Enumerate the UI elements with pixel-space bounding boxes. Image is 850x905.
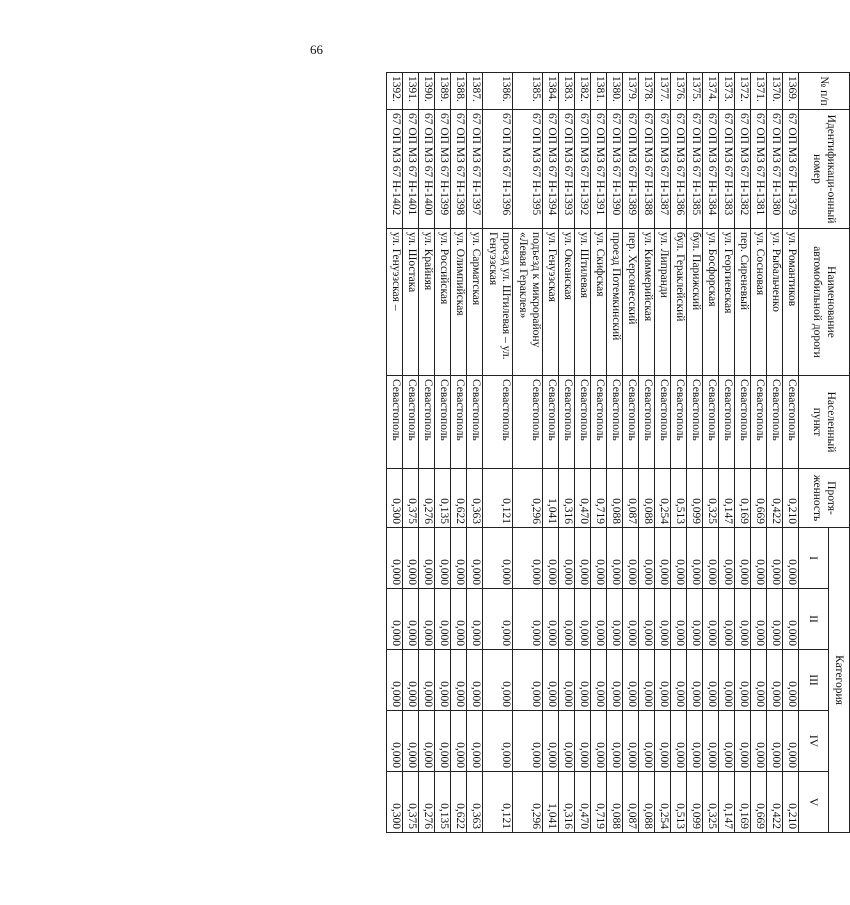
table-row xyxy=(751,73,767,833)
row-cat-2: 0,000 xyxy=(783,589,799,650)
row-number: 1387. xyxy=(467,73,483,110)
row-number: 1371. xyxy=(751,73,767,110)
row-cat-2: 0,000 xyxy=(387,589,403,650)
row-number: 1379. xyxy=(623,73,639,110)
row-cat-1: 0,000 xyxy=(467,528,483,589)
row-road-name: ул. Липранди xyxy=(655,229,671,376)
row-cat-1: 0,000 xyxy=(419,528,435,589)
row-cat-3: 0,000 xyxy=(671,650,687,711)
row-length: 0,296 xyxy=(513,469,543,528)
row-cat-3: 0,000 xyxy=(559,650,575,711)
row-cat-3: 0,000 xyxy=(387,650,403,711)
table-row xyxy=(559,73,575,833)
row-id: 67 ОП МЗ 67 Н-1398 xyxy=(451,110,467,229)
row-road-name: ул. Романтиков xyxy=(783,229,799,376)
row-length: 0,422 xyxy=(767,469,783,528)
row-number: 1372. xyxy=(735,73,751,110)
row-cat-3: 0,000 xyxy=(483,650,513,711)
row-settlement: Севастополь xyxy=(671,376,687,469)
row-cat-4: 0,000 xyxy=(575,711,591,772)
row-road-name: ул. Рыбальченко xyxy=(767,229,783,376)
row-cat-2: 0,000 xyxy=(559,589,575,650)
table-row xyxy=(419,73,435,833)
row-cat-3: 0,000 xyxy=(419,650,435,711)
row-settlement: Севастополь xyxy=(451,376,467,469)
row-number: 1385. xyxy=(513,73,543,110)
row-cat-1: 0,000 xyxy=(403,528,419,589)
row-cat-2: 0,000 xyxy=(435,589,451,650)
row-road-name: подъезд к микрорайону «Левая Гераклея» xyxy=(513,229,543,376)
row-cat-1: 0,000 xyxy=(639,528,655,589)
row-id: 67 ОП МЗ 67 Н-1381 xyxy=(751,110,767,229)
row-id: 67 ОП МЗ 67 Н-1394 xyxy=(543,110,559,229)
row-number: 1378. xyxy=(639,73,655,110)
rotated-table-wrapper xyxy=(380,72,850,832)
table-row xyxy=(591,73,607,833)
row-cat-4: 0,000 xyxy=(467,711,483,772)
row-cat-3: 0,000 xyxy=(703,650,719,711)
row-number: 1381. xyxy=(591,73,607,110)
row-number: 1374. xyxy=(703,73,719,110)
row-cat-1: 0,000 xyxy=(783,528,799,589)
row-cat-4: 0,000 xyxy=(671,711,687,772)
row-road-name: ул. Сосновая xyxy=(751,229,767,376)
row-settlement: Севастополь xyxy=(719,376,735,469)
row-cat-1: 0,000 xyxy=(559,528,575,589)
row-cat-5: 0,088 xyxy=(639,772,655,833)
row-road-name: бул. Гераклейский xyxy=(671,229,687,376)
row-cat-1: 0,000 xyxy=(387,528,403,589)
row-number: 1386. xyxy=(483,73,513,110)
table-row xyxy=(687,73,703,833)
row-length: 0,087 xyxy=(623,469,639,528)
row-cat-1: 0,000 xyxy=(719,528,735,589)
row-number: 1392. xyxy=(387,73,403,110)
row-length: 0,325 xyxy=(703,469,719,528)
row-road-name: ул. Сарматская xyxy=(467,229,483,376)
table-body xyxy=(387,73,799,833)
row-cat-3: 0,000 xyxy=(735,650,751,711)
row-length: 0,363 xyxy=(467,469,483,528)
row-cat-2: 0,000 xyxy=(703,589,719,650)
row-number: 1377. xyxy=(655,73,671,110)
row-cat-2: 0,000 xyxy=(735,589,751,650)
row-cat-3: 0,000 xyxy=(655,650,671,711)
row-number: 1383. xyxy=(559,73,575,110)
row-road-name: пер. Сиреневый xyxy=(735,229,751,376)
row-id: 67 ОП МЗ 67 Н-1388 xyxy=(639,110,655,229)
row-cat-2: 0,000 xyxy=(513,589,543,650)
row-id: 67 ОП МЗ 67 Н-1402 xyxy=(387,110,403,229)
row-cat-2: 0,000 xyxy=(403,589,419,650)
row-settlement: Севастополь xyxy=(435,376,451,469)
row-length: 0,088 xyxy=(639,469,655,528)
row-cat-1: 0,000 xyxy=(543,528,559,589)
row-number: 1391. xyxy=(403,73,419,110)
row-cat-2: 0,000 xyxy=(543,589,559,650)
row-id: 67 ОП МЗ 67 Н-1384 xyxy=(703,110,719,229)
row-cat-5: 0,513 xyxy=(671,772,687,833)
row-settlement: Севастополь xyxy=(751,376,767,469)
row-cat-5: 0,375 xyxy=(403,772,419,833)
row-cat-5: 0,622 xyxy=(451,772,467,833)
row-cat-5: 0,296 xyxy=(513,772,543,833)
row-id: 67 ОП МЗ 67 Н-1380 xyxy=(767,110,783,229)
row-cat-5: 0,316 xyxy=(559,772,575,833)
row-cat-3: 0,000 xyxy=(607,650,623,711)
table-header xyxy=(799,73,850,833)
table-row xyxy=(543,73,559,833)
row-cat-1: 0,000 xyxy=(655,528,671,589)
row-cat-2: 0,000 xyxy=(751,589,767,650)
row-length: 1,041 xyxy=(543,469,559,528)
row-cat-4: 0,000 xyxy=(403,711,419,772)
row-number: 1384. xyxy=(543,73,559,110)
row-cat-4: 0,000 xyxy=(513,711,543,772)
row-cat-4: 0,000 xyxy=(639,711,655,772)
row-cat-5: 0,276 xyxy=(419,772,435,833)
row-length: 0,121 xyxy=(483,469,513,528)
row-road-name: ул. Российская xyxy=(435,229,451,376)
row-road-name: ул. Шостака xyxy=(403,229,419,376)
row-settlement: Севастополь xyxy=(483,376,513,469)
row-cat-4: 0,000 xyxy=(767,711,783,772)
table-row xyxy=(639,73,655,833)
row-cat-4: 0,000 xyxy=(543,711,559,772)
row-cat-5: 0,669 xyxy=(751,772,767,833)
row-settlement: Севастополь xyxy=(623,376,639,469)
row-id: 67 ОП МЗ 67 Н-1401 xyxy=(403,110,419,229)
row-length: 0,470 xyxy=(575,469,591,528)
row-cat-2: 0,000 xyxy=(607,589,623,650)
table-row xyxy=(435,73,451,833)
row-number: 1380. xyxy=(607,73,623,110)
table-row xyxy=(403,73,419,833)
row-number: 1369. xyxy=(783,73,799,110)
row-length: 0,375 xyxy=(403,469,419,528)
row-cat-4: 0,000 xyxy=(591,711,607,772)
header-name: Наименование автомобильной дороги xyxy=(799,229,850,376)
row-length: 0,622 xyxy=(451,469,467,528)
row-cat-3: 0,000 xyxy=(623,650,639,711)
row-length: 0,316 xyxy=(559,469,575,528)
row-cat-2: 0,000 xyxy=(451,589,467,650)
row-number: 1388. xyxy=(451,73,467,110)
header-num: № п/п xyxy=(799,73,850,110)
row-length: 0,169 xyxy=(735,469,751,528)
row-cat-5: 0,325 xyxy=(703,772,719,833)
row-cat-3: 0,000 xyxy=(575,650,591,711)
row-cat-1: 0,000 xyxy=(767,528,783,589)
row-cat-4: 0,000 xyxy=(559,711,575,772)
row-settlement: Севастополь xyxy=(607,376,623,469)
row-cat-2: 0,000 xyxy=(575,589,591,650)
row-cat-5: 0,210 xyxy=(783,772,799,833)
row-cat-1: 0,000 xyxy=(671,528,687,589)
row-cat-1: 0,000 xyxy=(513,528,543,589)
row-length: 0,669 xyxy=(751,469,767,528)
row-cat-4: 0,000 xyxy=(451,711,467,772)
row-cat-1: 0,000 xyxy=(623,528,639,589)
row-road-name: ул. Босфорская xyxy=(703,229,719,376)
table-row xyxy=(467,73,483,833)
row-settlement: Севастополь xyxy=(387,376,403,469)
row-cat-5: 0,121 xyxy=(483,772,513,833)
header-cat-1: I xyxy=(799,528,829,589)
row-id: 67 ОП МЗ 67 Н-1395 xyxy=(513,110,543,229)
row-road-name: ул. Штилевая xyxy=(575,229,591,376)
table-row xyxy=(735,73,751,833)
row-cat-4: 0,000 xyxy=(483,711,513,772)
row-cat-3: 0,000 xyxy=(403,650,419,711)
row-id: 67 ОП МЗ 67 Н-1385 xyxy=(687,110,703,229)
row-cat-3: 0,000 xyxy=(451,650,467,711)
row-road-name: ул. Олимпийская xyxy=(451,229,467,376)
row-cat-4: 0,000 xyxy=(655,711,671,772)
row-id: 67 ОП МЗ 67 Н-1383 xyxy=(719,110,735,229)
row-road-name: бул. Парижский xyxy=(687,229,703,376)
row-length: 0,135 xyxy=(435,469,451,528)
table-row xyxy=(623,73,639,833)
row-cat-4: 0,000 xyxy=(607,711,623,772)
row-cat-4: 0,000 xyxy=(687,711,703,772)
row-cat-3: 0,000 xyxy=(435,650,451,711)
row-cat-5: 0,088 xyxy=(607,772,623,833)
row-id: 67 ОП МЗ 67 Н-1389 xyxy=(623,110,639,229)
row-number: 1389. xyxy=(435,73,451,110)
row-length: 0,210 xyxy=(783,469,799,528)
table-row xyxy=(783,73,799,833)
header-cat-4: IV xyxy=(799,711,829,772)
header-cat-2: II xyxy=(799,589,829,650)
row-length: 0,099 xyxy=(687,469,703,528)
row-cat-4: 0,000 xyxy=(719,711,735,772)
row-length: 0,513 xyxy=(671,469,687,528)
row-length: 0,147 xyxy=(719,469,735,528)
row-cat-3: 0,000 xyxy=(467,650,483,711)
row-settlement: Севастополь xyxy=(639,376,655,469)
table-row xyxy=(575,73,591,833)
row-cat-1: 0,000 xyxy=(451,528,467,589)
row-settlement: Севастополь xyxy=(591,376,607,469)
row-cat-4: 0,000 xyxy=(735,711,751,772)
table-row xyxy=(387,73,403,833)
row-id: 67 ОП МЗ 67 Н-1396 xyxy=(483,110,513,229)
row-settlement: Севастополь xyxy=(467,376,483,469)
row-cat-1: 0,000 xyxy=(703,528,719,589)
row-cat-1: 0,000 xyxy=(735,528,751,589)
row-cat-2: 0,000 xyxy=(671,589,687,650)
row-cat-3: 0,000 xyxy=(751,650,767,711)
table-row xyxy=(719,73,735,833)
row-cat-2: 0,000 xyxy=(767,589,783,650)
row-cat-1: 0,000 xyxy=(435,528,451,589)
row-settlement: Севастополь xyxy=(767,376,783,469)
row-cat-4: 0,000 xyxy=(751,711,767,772)
row-road-name: ул. Генуэзская xyxy=(543,229,559,376)
row-id: 67 ОП МЗ 67 Н-1392 xyxy=(575,110,591,229)
row-number: 1370. xyxy=(767,73,783,110)
row-id: 67 ОП МЗ 67 Н-1390 xyxy=(607,110,623,229)
row-road-name: проезд Потемкинский xyxy=(607,229,623,376)
row-cat-5: 0,135 xyxy=(435,772,451,833)
row-road-name: проезд ул. Штилевая – ул. Генуэзская xyxy=(483,229,513,376)
row-road-name: пер. Херсонесский xyxy=(623,229,639,376)
row-id: 67 ОП МЗ 67 Н-1391 xyxy=(591,110,607,229)
row-number: 1376. xyxy=(671,73,687,110)
row-length: 0,719 xyxy=(591,469,607,528)
row-cat-5: 0,422 xyxy=(767,772,783,833)
header-settlement: Населенный пункт xyxy=(799,376,850,469)
row-cat-2: 0,000 xyxy=(483,589,513,650)
row-cat-4: 0,000 xyxy=(783,711,799,772)
row-cat-5: 0,470 xyxy=(575,772,591,833)
header-category: Категория xyxy=(829,528,850,833)
row-cat-5: 0,300 xyxy=(387,772,403,833)
row-cat-5: 0,254 xyxy=(655,772,671,833)
row-cat-3: 0,000 xyxy=(543,650,559,711)
row-cat-5: 1,041 xyxy=(543,772,559,833)
row-cat-3: 0,000 xyxy=(687,650,703,711)
row-cat-4: 0,000 xyxy=(703,711,719,772)
row-cat-2: 0,000 xyxy=(419,589,435,650)
row-road-name: ул. Крайняя xyxy=(419,229,435,376)
row-cat-5: 0,363 xyxy=(467,772,483,833)
row-cat-2: 0,000 xyxy=(639,589,655,650)
row-settlement: Севастополь xyxy=(575,376,591,469)
row-cat-1: 0,000 xyxy=(751,528,767,589)
row-settlement: Севастополь xyxy=(513,376,543,469)
row-road-name: ул. Георгиевская xyxy=(719,229,735,376)
table-row xyxy=(451,73,467,833)
row-cat-2: 0,000 xyxy=(655,589,671,650)
row-cat-4: 0,000 xyxy=(435,711,451,772)
row-cat-3: 0,000 xyxy=(767,650,783,711)
row-cat-2: 0,000 xyxy=(623,589,639,650)
row-cat-1: 0,000 xyxy=(575,528,591,589)
roads-table xyxy=(386,72,850,833)
row-cat-2: 0,000 xyxy=(591,589,607,650)
row-id: 67 ОП МЗ 67 Н-1379 xyxy=(783,110,799,229)
row-id: 67 ОП МЗ 67 Н-1400 xyxy=(419,110,435,229)
row-cat-2: 0,000 xyxy=(719,589,735,650)
row-length: 0,300 xyxy=(387,469,403,528)
row-cat-3: 0,000 xyxy=(513,650,543,711)
row-cat-4: 0,000 xyxy=(387,711,403,772)
table-row xyxy=(655,73,671,833)
row-cat-1: 0,000 xyxy=(607,528,623,589)
row-id: 67 ОП МЗ 67 Н-1393 xyxy=(559,110,575,229)
row-settlement: Севастополь xyxy=(559,376,575,469)
page-number: 66 xyxy=(310,42,323,57)
row-length: 0,254 xyxy=(655,469,671,528)
row-cat-5: 0,169 xyxy=(735,772,751,833)
row-length: 0,276 xyxy=(419,469,435,528)
row-settlement: Севастополь xyxy=(419,376,435,469)
row-settlement: Севастополь xyxy=(703,376,719,469)
row-length: 0,088 xyxy=(607,469,623,528)
row-settlement: Севастополь xyxy=(655,376,671,469)
table-row xyxy=(671,73,687,833)
row-road-name: ул. Генуэзская – xyxy=(387,229,403,376)
table-row xyxy=(513,73,543,833)
row-number: 1390. xyxy=(419,73,435,110)
row-road-name: ул. Скифская xyxy=(591,229,607,376)
row-id: 67 ОП МЗ 67 Н-1387 xyxy=(655,110,671,229)
row-number: 1375. xyxy=(687,73,703,110)
table-row xyxy=(607,73,623,833)
row-cat-1: 0,000 xyxy=(591,528,607,589)
row-cat-3: 0,000 xyxy=(719,650,735,711)
row-settlement: Севастополь xyxy=(687,376,703,469)
row-cat-3: 0,000 xyxy=(639,650,655,711)
row-settlement: Севастополь xyxy=(783,376,799,469)
row-cat-2: 0,000 xyxy=(467,589,483,650)
row-id: 67 ОП МЗ 67 Н-1399 xyxy=(435,110,451,229)
header-cat-5: V xyxy=(799,772,829,833)
table-row xyxy=(483,73,513,833)
row-id: 67 ОП МЗ 67 Н-1382 xyxy=(735,110,751,229)
row-id: 67 ОП МЗ 67 Н-1386 xyxy=(671,110,687,229)
row-cat-5: 0,147 xyxy=(719,772,735,833)
row-cat-5: 0,099 xyxy=(687,772,703,833)
header-length: Протя-женность xyxy=(799,469,850,528)
row-number: 1382. xyxy=(575,73,591,110)
table-row xyxy=(767,73,783,833)
row-cat-5: 0,087 xyxy=(623,772,639,833)
row-cat-4: 0,000 xyxy=(623,711,639,772)
row-id: 67 ОП МЗ 67 Н-1397 xyxy=(467,110,483,229)
row-cat-1: 0,000 xyxy=(483,528,513,589)
row-cat-5: 0,719 xyxy=(591,772,607,833)
row-cat-3: 0,000 xyxy=(783,650,799,711)
table-row xyxy=(703,73,719,833)
row-settlement: Севастополь xyxy=(735,376,751,469)
header-cat-3: III xyxy=(799,650,829,711)
row-cat-3: 0,000 xyxy=(591,650,607,711)
row-number: 1373. xyxy=(719,73,735,110)
row-settlement: Севастополь xyxy=(403,376,419,469)
row-road-name: ул. Океанская xyxy=(559,229,575,376)
row-settlement: Севастополь xyxy=(543,376,559,469)
row-cat-4: 0,000 xyxy=(419,711,435,772)
row-cat-1: 0,000 xyxy=(687,528,703,589)
row-cat-2: 0,000 xyxy=(687,589,703,650)
header-id: Идентификаци-онный номер xyxy=(799,110,850,229)
row-road-name: ул. Киммерийская xyxy=(639,229,655,376)
